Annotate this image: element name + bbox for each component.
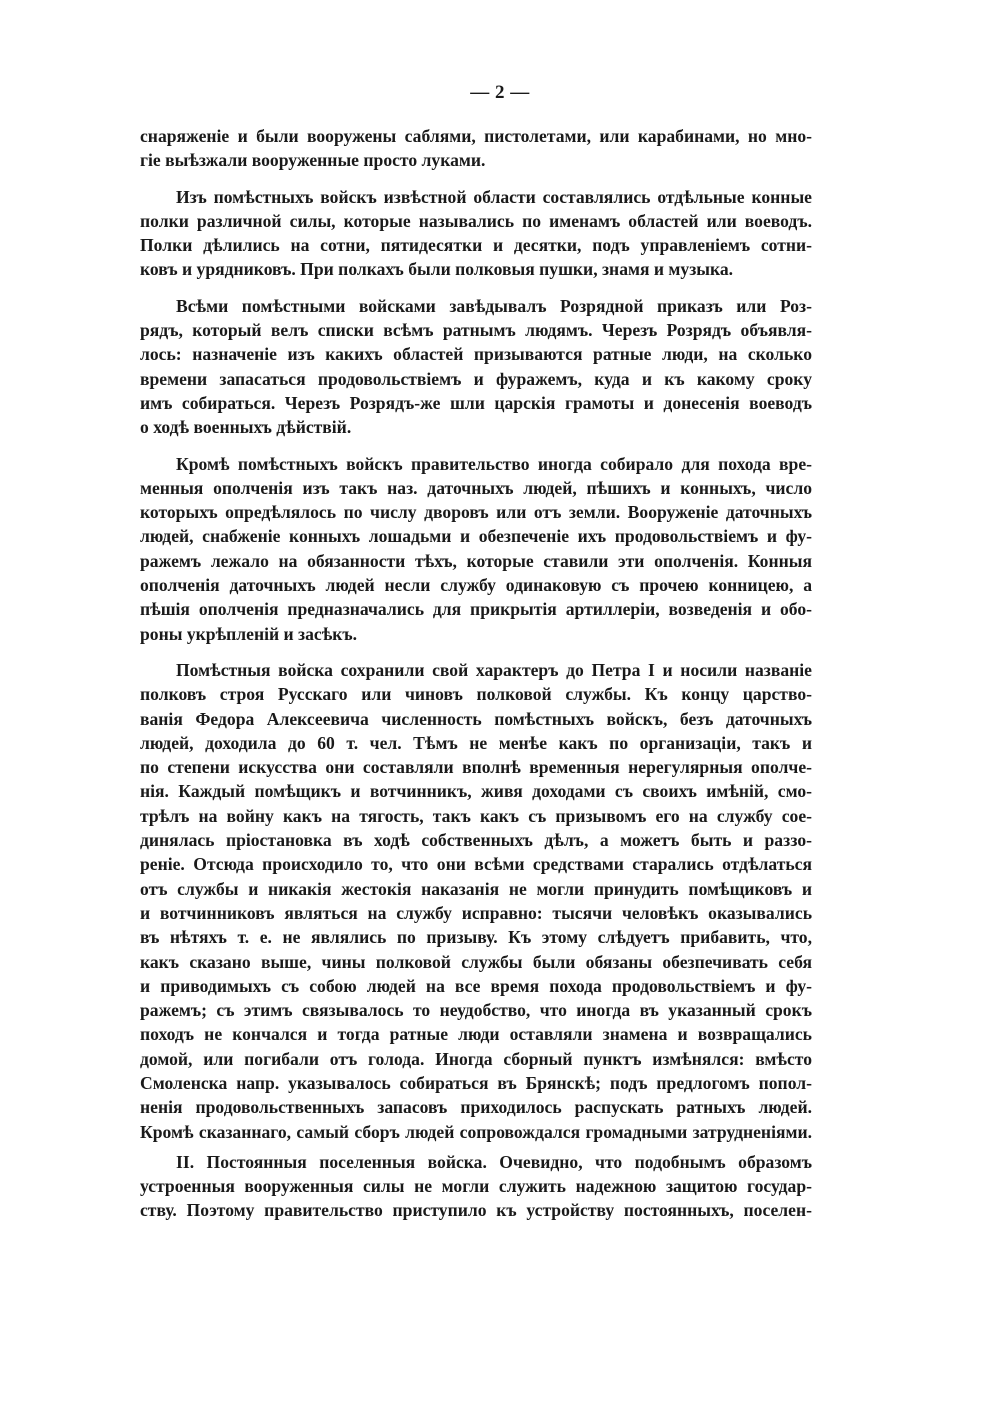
text-line: Кромѣ помѣстныхъ войскъ правительство иногда собирало для похода вре- bbox=[176, 453, 812, 474]
page-number: — 2 — bbox=[470, 82, 530, 103]
text-line: Всѣми помѣстными войсками завѣдывалъ Розрядной приказъ или Роз- bbox=[176, 295, 812, 316]
text-line: имъ собираться. Черезъ Розрядъ-же шли царскія грамоты и донесенія воеводъ bbox=[140, 392, 812, 413]
text-line: лось: назначеніе изъ какихъ областей призываются ратные люди, на сколько bbox=[140, 344, 812, 365]
text-line: походъ не кончался и тогда ратные люди оставляли знамена и возвращались bbox=[140, 1024, 812, 1045]
text-line: Кромѣ сказаннаго, самый сборъ людей сопровождался громадными затрудненіями. bbox=[140, 1121, 812, 1142]
text-line: людей, снабженіе конныхъ лошадьми и обезпеченіе ихъ продовольствіемъ и фу- bbox=[140, 526, 812, 547]
text-line: рядъ, который велъ списки всѣмъ ратнымъ людямъ. Черезъ Розрядъ объявля- bbox=[140, 320, 812, 341]
text-line: полковъ строя Русскаго или чиновъ полковой службы. Къ концу царство- bbox=[140, 684, 812, 705]
text-line: пѣшія ополченія предназначались для прикрытія артиллеріи, возведенія и обо- bbox=[140, 599, 812, 620]
body-text bbox=[140, 124, 812, 1223]
text-line: ненія продовольственныхъ запасовъ приходилось распускать ратныхъ людей. bbox=[140, 1097, 812, 1118]
text-line: и приводимыхъ съ собою людей на все время похода продовольствіемъ и фу- bbox=[140, 975, 812, 996]
text-line: ражемъ лежало на обязанности тѣхъ, которые ставили эти ополченія. Конныя bbox=[140, 550, 812, 571]
text-line: отъ службы и никакія жестокія наказанія не могли принудить помѣщиковъ и bbox=[140, 878, 812, 899]
text-line: полки различной силы, которые назывались по именамъ областей или воеводъ. bbox=[140, 210, 812, 231]
text-line: какъ сказано выше, чины полковой службы были обязаны обезпечивать себя bbox=[140, 951, 812, 972]
text-line: о ходѣ военныхъ дѣйствій. bbox=[140, 417, 352, 438]
text-line: снаряженіе и были вооружены саблями, пистолетами, или карабинами, но мно- bbox=[140, 126, 812, 146]
text-line: Смоленска напр. указывалось собираться въ Брянскѣ; подъ предлогомъ попол- bbox=[140, 1072, 812, 1093]
text-line: которыхъ опредѣлялось по числу дворовъ или отъ земли. Вооруженіе даточныхъ bbox=[140, 502, 812, 523]
text-line: по степени искусства они составляли вполнѣ временныя нерегулярныя ополче- bbox=[140, 757, 812, 778]
text-line: Помѣстныя войска сохранили свой характеръ до Петра I и носили названіе bbox=[176, 659, 812, 680]
text-line: людей, доходила до 60 т. чел. Тѣмъ не менѣе какъ по организаціи, такъ и bbox=[140, 732, 812, 753]
paragraph-gap bbox=[140, 173, 812, 185]
text-line: роны укрѣпленій и засѣкъ. bbox=[140, 623, 358, 644]
text-line: ражемъ; съ этимъ связывалось то неудобство, что иногда въ указанный срокъ bbox=[140, 1000, 812, 1021]
paragraph-gap bbox=[140, 646, 812, 658]
text-line: ству. Поэтому правительство приступило къ устройству постоянныхъ, поселен- bbox=[140, 1200, 812, 1221]
text-line: гіе выѣзжали вооруженные просто луками. bbox=[140, 150, 486, 171]
paragraph-gap bbox=[140, 440, 812, 452]
text-line: ковъ и урядниковъ. При полкахъ были полковыя пушки, знамя и музыка. bbox=[140, 259, 734, 280]
paragraph-gap bbox=[140, 282, 812, 294]
text-line: Изъ помѣстныхъ войскъ извѣстной области составлялись отдѣльные конные bbox=[176, 186, 812, 207]
text-line: устроенныя вооруженныя силы не могли служить надежною защитою государ- bbox=[140, 1176, 812, 1197]
text-line: нія. Каждый помѣщикъ и вотчинникъ, живя доходами съ своихъ имѣній, смо- bbox=[140, 781, 812, 802]
text-line: менныя ополченія изъ такъ наз. даточныхъ людей, пѣшихъ и конныхъ, число bbox=[140, 477, 812, 498]
text-line: II. Постоянныя поселенныя войска. Очевидно, что подобнымъ образомъ bbox=[176, 1151, 812, 1172]
text-line: домой, или погибали отъ голода. Иногда сборный пунктъ измѣнялся: вмѣсто bbox=[140, 1048, 812, 1069]
text-line: динялась пріостановка въ ходѣ собственныхъ дѣлъ, а можетъ быть и раззо- bbox=[140, 830, 812, 851]
text-line: Полки дѣлились на сотни, пятидесятки и десятки, подъ управленіемъ сотни- bbox=[140, 235, 812, 256]
text-line: трѣлъ на войну какъ на тягость, такъ какъ съ призывомъ его на службу сое- bbox=[140, 805, 812, 826]
text-line: и вотчинниковъ являться на службу исправно: тысячи человѣкъ оказывались bbox=[140, 902, 812, 923]
text-line: времени запасаться продовольствіемъ и фуражемъ, куда и къ какому сроку bbox=[140, 368, 812, 389]
text-line: въ нѣтяхъ т. е. не являлись по призыву. Къ этому слѣдуетъ прибавить, что, bbox=[140, 927, 812, 948]
text-line: ополченія даточныхъ людей несли службу одинаковую съ прочею конницею, а bbox=[140, 575, 812, 596]
text-line: ванія Федора Алексеевича численность помѣстныхъ войскъ, безъ даточныхъ bbox=[140, 708, 812, 729]
text-line: реніе. Отсюда происходило то, что они всѣми средствами старались отдѣлаться bbox=[140, 854, 812, 875]
